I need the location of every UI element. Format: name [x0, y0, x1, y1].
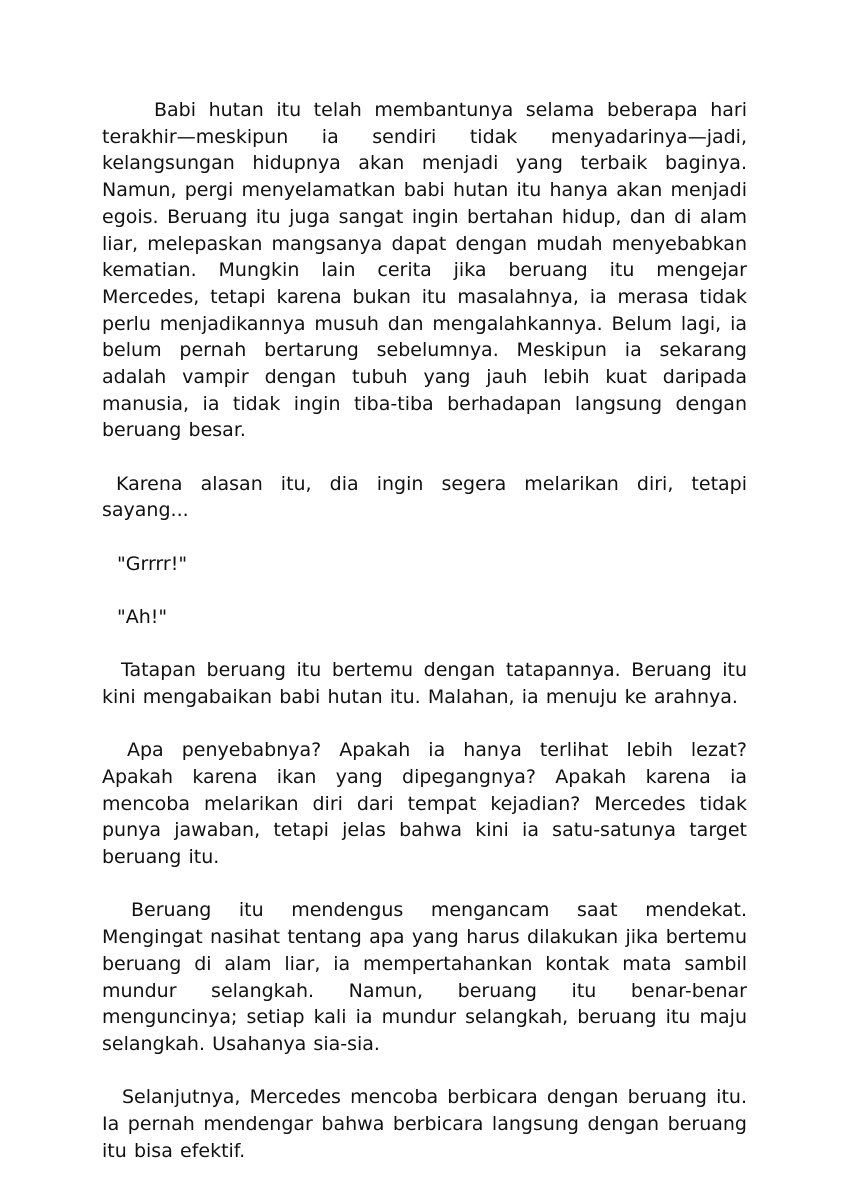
story-paragraph: Selanjutnya, Mercedes mencoba berbicara dengan beruang itu. Ia pernah mendengar bahwa berbicara langsung dengan beruang itu bisa efektif. — [102, 1086, 747, 1162]
dialogue-line: "Grrrr!" — [117, 552, 188, 575]
dialogue-line: "Ah!" — [117, 606, 168, 629]
story-paragraph: Beruang itu mendengus mengancam saat mendekat. Mengingat nasihat tentang apa yang harus dilakukan jika bertemu beruang di alam liar, ia mempertahankan kontak mata sambil mundur selangkah. Namun, beruang itu benar-benar menguncinya; setiap kali ia mundur selangkah, beruang itu maju selangkah. Usahanya sia-sia. — [102, 899, 747, 1055]
story-paragraph: Babi hutan itu telah membantunya selama beberapa hari terakhir—meskipun ia sendiri tidak menyadarinya—jadi, kelangsungan hidupnya akan menjadi yang terbaik baginya. Namun, pergi menyelamatkan babi hutan itu hanya akan menjadi egois. Beruang itu juga sangat ingin bertahan hidup, dan di alam liar, melepaskan mangsanya dapat dengan mudah menyebabkan kematian. Mungkin lain cerita jika beruang itu mengejar Mercedes, tetapi karena bukan itu masalahnya, ia merasa tidak perlu menjadikannya musuh dan mengalahkannya. Belum lagi, ia belum pernah bertarung sebelumnya. Meskipun ia sekarang adalah vampir dengan tubuh yang jauh lebih kuat daripada manusia, ia tidak ingin tiba-tiba berhadapan langsung dengan beruang besar. — [102, 99, 747, 442]
story-paragraph: Tatapan beruang itu bertemu dengan tatapannya. Beruang itu kini mengabaikan babi hutan itu. Malahan, ia menuju ke arahnya. — [102, 659, 747, 709]
story-paragraph: Apa penyebabnya? Apakah ia hanya terlihat lebih lezat? Apakah karena ikan yang dipegangnya? Apakah karena ia mencoba melarikan diri dari tempat kejadian? Mercedes tidak punya jawaban, tetapi jelas bahwa kini ia satu-satunya target beruang itu. — [102, 739, 747, 869]
story-paragraph: Karena alasan itu, dia ingin segera melarikan diri, tetapi sayang... — [102, 472, 747, 522]
